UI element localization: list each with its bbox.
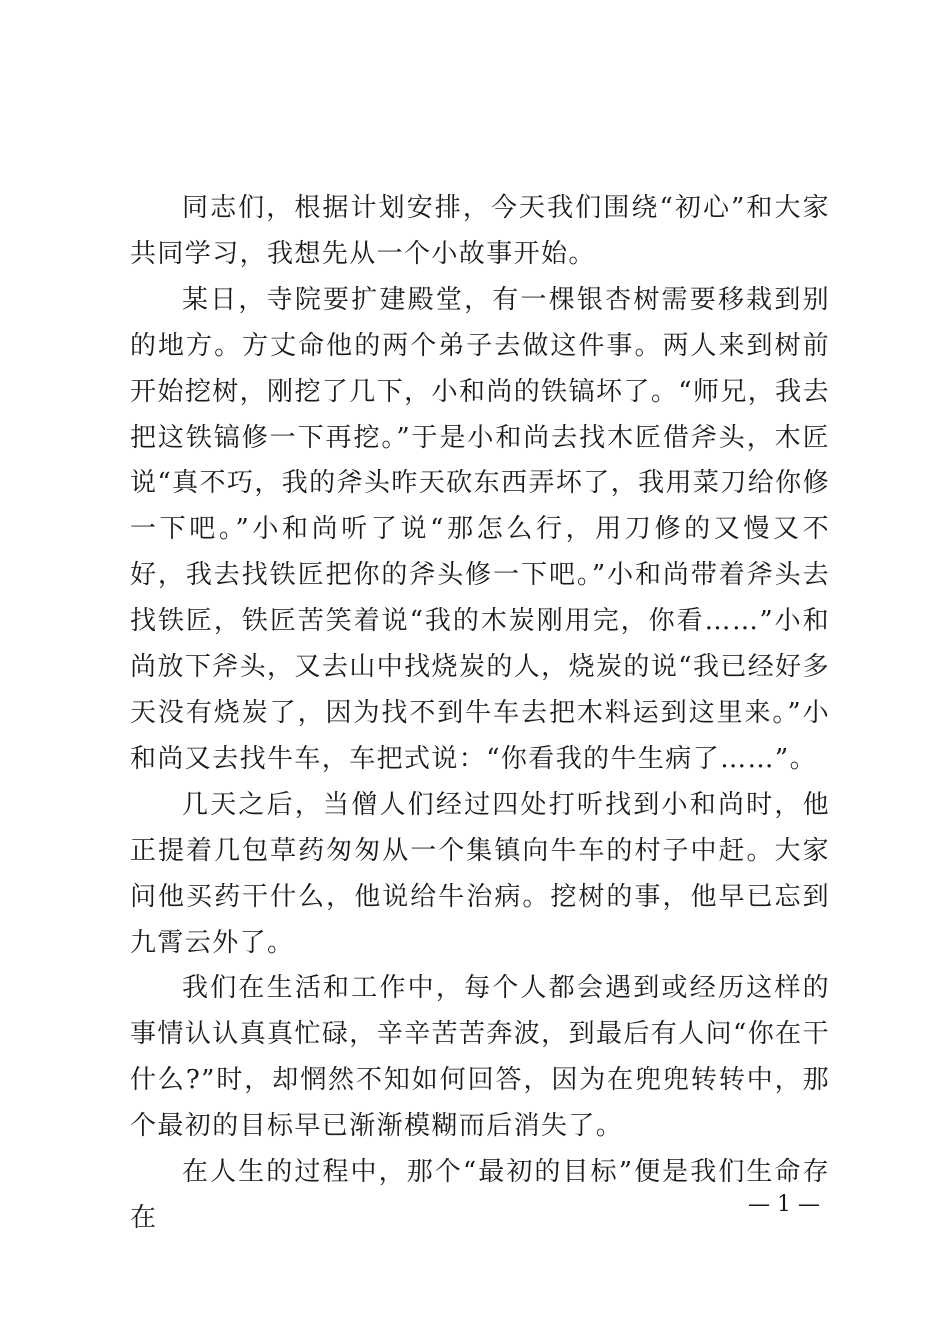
paragraph-reflection: 我们在生活和工作中，每个人都会遇到或经历这样的事情认认真真忙碌，辛辛苦苦奔波，到最后有人问“你在干什么?”时，却惘然不知如何回答，因为在兜兜转转中，那个最初的目标早已渐渐模糊而后消失了。 <box>130 973 830 1142</box>
body-text <box>130 186 830 1242</box>
page-number: — 1 — <box>748 1192 820 1217</box>
paragraph-intro: 同志们，根据计划安排，今天我们围绕“初心”和大家共同学习，我想先从一个小故事开始。 <box>130 193 830 269</box>
paragraph-story: 某日，寺院要扩建殿堂，有一棵银杏树需要移栽到别的地方。方丈命他的两个弟子去做这件事。两人来到树前开始挖树，刚挖了几下，小和尚的铁镐坏了。“师兄，我去把这铁镐修一下再挖。”于是小和尚去找木匠借斧头，木匠说“真不巧，我的斧头昨天砍东西弄坏了，我用菜刀给你修一下吧。”小和尚听了说“那怎么行，用刀修的又慢又不好，我去找铁匠把你的斧头修一下吧。”小和尚带着斧头去找铁匠，铁匠苦笑着说“我的木炭刚用完，你看……”小和尚放下斧头，又去山中找烧炭的人，烧炭的说“我已经好多天没有烧炭了，因为找不到牛车去把木料运到这里来。”小和尚又去找牛车，车把式说：“你看我的牛生病了……”。 <box>130 284 830 774</box>
paragraph-days-later: 几天之后，当僧人们经过四处打听找到小和尚时，他正提着几包草药匆匆从一个集镇向牛车的村子中赶。大家问他买药干什么，他说给牛治病。挖树的事，他早已忘到九霄云外了。 <box>130 789 830 958</box>
paragraph-initial-goal: 在人生的过程中，那个“最初的目标”便是我们生命存在 <box>130 1157 830 1233</box>
